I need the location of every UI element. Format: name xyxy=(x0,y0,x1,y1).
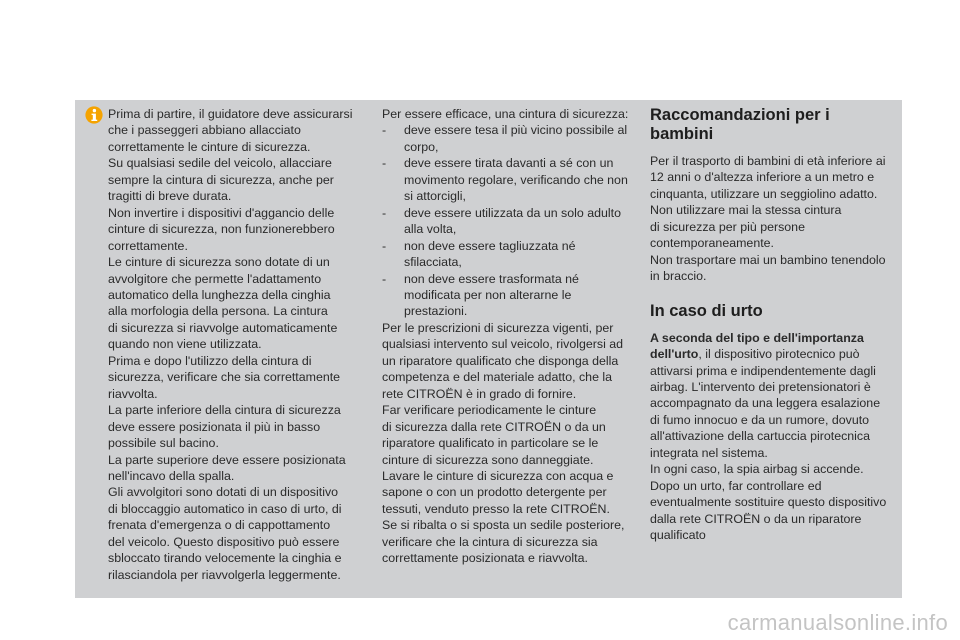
text-line: Non utilizzare mai la stessa cintura xyxy=(650,203,842,218)
text-line: eventualmente sostituire questo dispositivo xyxy=(650,495,887,510)
text-line: sempre la cintura di sicurezza, anche per xyxy=(108,172,334,187)
heading-child-recommendations xyxy=(650,106,892,144)
list-item xyxy=(382,122,634,155)
text-line: airbag. L'intervento dei pretensionatori è xyxy=(650,379,871,394)
text-line: Le cinture di sicurezza sono dotate di un xyxy=(108,255,330,270)
text-line: sapone o con un prodotto detergente per xyxy=(382,485,607,500)
text-line: cinture di sicurezza sono danneggiate. xyxy=(382,452,594,467)
text-line: Non trasportare mai un bambino tenendolo xyxy=(650,252,886,267)
item-line: alla volta, xyxy=(404,222,457,237)
text-line: Per il trasporto di bambini di età inferiore ai xyxy=(650,154,886,168)
text-line: avvolgitore che permette l'adattamento xyxy=(108,271,322,286)
list-item xyxy=(382,205,634,238)
item-line: prestazioni. xyxy=(404,304,468,319)
item-line: modificata per non alterarne le xyxy=(404,287,572,302)
text-line: alla morfologia della persona. La cintura xyxy=(108,304,328,319)
text-line: di bloccaggio automatico in caso di urto, di xyxy=(108,501,342,516)
list-item xyxy=(382,238,634,271)
col3-text xyxy=(650,106,892,544)
text-line: qualsiasi intervento sul veicolo, rivolgersi ad xyxy=(382,337,624,352)
text-line: accompagnato da una leggera esalazione xyxy=(650,396,881,411)
text-line: La parte inferiore della cintura di sicurezza xyxy=(108,403,341,418)
text-line: all'attivazione della cartuccia pirotecnica xyxy=(650,429,871,444)
col1-text xyxy=(108,106,354,583)
watermark: carmanualsonline.info xyxy=(727,610,948,635)
text-line: tragitti di breve durata. xyxy=(108,189,232,204)
heading-crash: In caso di urto xyxy=(650,301,763,320)
text-line: un riparatore qualificato che disponga della xyxy=(382,353,619,368)
text-line: cinture di sicurezza, non funzionerebbero xyxy=(108,222,335,237)
text-line: riavvolta. xyxy=(108,386,158,401)
text-line: 12 anni o d'altezza inferiore a un metro e xyxy=(650,170,875,185)
text-line: nell'incavo della spalla. xyxy=(108,468,235,483)
col2-text xyxy=(382,106,634,567)
text-line: di sicurezza per più persone xyxy=(650,219,805,234)
text-line: rilasciandola per riavvolgerla leggermente. xyxy=(108,567,341,582)
text-line: Prima di partire, il guidatore deve assicurarsi xyxy=(108,107,353,121)
text-line: di sicurezza si riavvolge automaticamente xyxy=(108,320,338,335)
text-line: In ogni caso, la spia airbag si accende. xyxy=(650,462,864,477)
heading-line: bambini xyxy=(650,125,714,143)
text-line: verificare che la cintura di sicurezza sia xyxy=(382,534,598,549)
text-line: cinquanta, utilizzare un seggiolino adatto. xyxy=(650,186,878,201)
mixed-line xyxy=(650,346,892,362)
list-item xyxy=(382,155,634,204)
text-line: deve essere posizionata il più in basso xyxy=(108,419,321,434)
text-span: , il dispositivo pirotecnico può xyxy=(698,347,860,362)
text-line: correttamente posizionata e riavvolta. xyxy=(382,551,588,566)
text-line: frenata d'emergenza o di cappottamento xyxy=(108,518,331,533)
text-line: attivarsi prima e indipendentemente dagli xyxy=(650,363,876,378)
text-line: contemporaneamente. xyxy=(650,236,774,251)
item-line: si attorcigli, xyxy=(404,189,466,204)
info-icon xyxy=(85,106,103,124)
item-line: movimento regolare, verificando che non xyxy=(404,172,628,187)
text-line: Per le prescrizioni di sicurezza vigenti, per xyxy=(382,320,614,335)
text-line: di sicurezza dalla rete CITROËN o da un xyxy=(382,419,606,434)
text-line: Dopo un urto, far controllare ed xyxy=(650,478,822,493)
text-line: di fumo innocuo e da un rumore, dovuto xyxy=(650,412,870,427)
text-line: in braccio. xyxy=(650,269,707,284)
text-line: sbloccato tirando velocemente la cinghia e xyxy=(108,551,342,566)
text-line: automatico della lunghezza della cinghia xyxy=(108,287,331,302)
text-line: dalla rete CITROËN o da un riparatore xyxy=(650,511,862,526)
bold-span: dell'urto xyxy=(650,347,699,362)
text-line: possibile sul bacino. xyxy=(108,436,219,451)
text-line: qualificato xyxy=(650,528,706,543)
list-item xyxy=(382,271,634,320)
text-line: sicurezza, verificare che sia correttamente xyxy=(108,370,341,385)
text-line: Se si ribalta o si sposta un sedile posteriore, xyxy=(382,518,625,533)
text-line: quando non viene utilizzata. xyxy=(108,337,262,352)
text-line: rete CITROËN è in grado di fornire. xyxy=(382,386,577,401)
item-line: corpo, xyxy=(404,139,439,154)
text-line: Su qualsiasi sedile del veicolo, allacciare xyxy=(108,156,332,171)
text-line: del veicolo. Questo dispositivo può essere xyxy=(108,534,340,549)
item-line: - non deve essere trasformata né xyxy=(404,271,579,286)
text-line: Far verificare periodicamente le cinture xyxy=(382,403,597,418)
item-line: - non deve essere tagliuzzata né xyxy=(404,238,576,253)
text-line: Non invertire i dispositivi d'aggancio delle xyxy=(108,205,335,220)
text-line: La parte superiore deve essere posizionata xyxy=(108,452,346,467)
heading-line: Raccomandazioni per i xyxy=(650,106,830,124)
text-line: Lavare le cinture di sicurezza con acqua e xyxy=(382,468,614,483)
text-line: correttamente. xyxy=(108,238,188,253)
text-line: Prima e dopo l'utilizzo della cintura di xyxy=(108,353,312,368)
list-intro: Per essere efficace, una cintura di sicurezza: xyxy=(382,107,629,121)
item-line: - deve essere tirata davanti a sé con un xyxy=(404,156,614,171)
bold-line: A seconda del tipo e dell'importanza xyxy=(650,330,864,345)
text-line: competenza e del materiale adatto, che la xyxy=(382,370,613,385)
text-line: Gli avvolgitori sono dotati di un dispositivo xyxy=(108,485,339,500)
text-line: tessuti, venduto presso la rete CITROËN. xyxy=(382,501,610,516)
text-line: correttamente le cinture di sicurezza. xyxy=(108,139,311,154)
item-line: - deve essere tesa il più vicino possibile al xyxy=(404,123,628,138)
text-line: integrata nel sistema. xyxy=(650,445,768,460)
item-line: - deve essere utilizzata da un solo adulto xyxy=(404,205,621,220)
item-line: sfilacciata, xyxy=(404,255,462,270)
text-line: riparatore qualificato in particolare se le xyxy=(382,436,599,451)
text-line: che i passeggeri abbiano allacciato xyxy=(108,123,301,138)
requirements-list xyxy=(382,122,634,319)
